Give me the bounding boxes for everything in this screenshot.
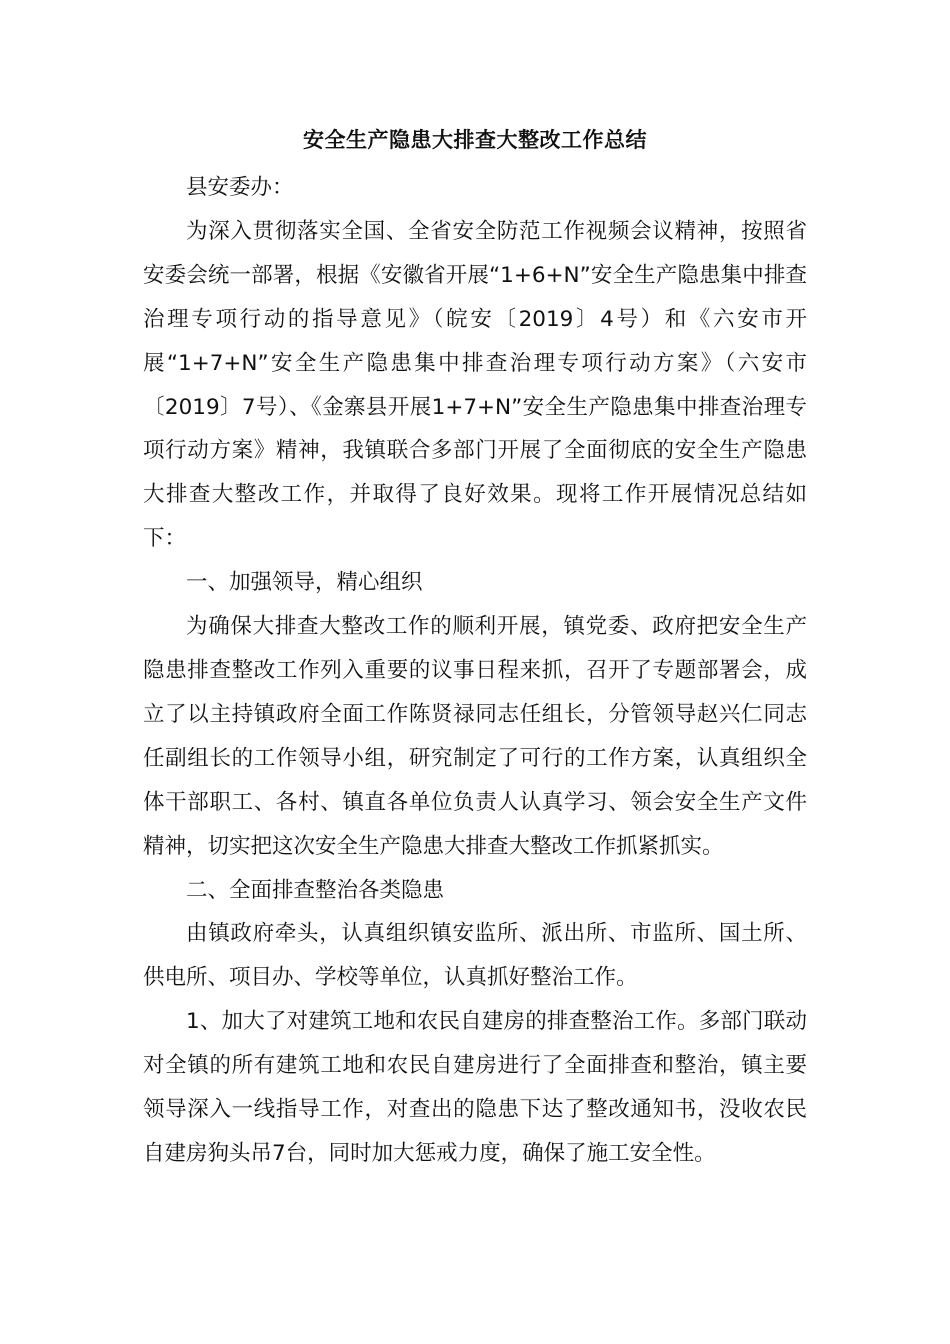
section-heading-1: 一、加强领导，精心组织 xyxy=(186,570,423,596)
item-1-paragraph: 1、加大了对建筑工地和农民自建房的排查整治工作。多部门联动对全镇的所有建筑工地和农民自建房进行了全面排查和整治，镇主要领导深入一线指导工作，对查出的隐患下达了整改通知书，没收农民自建房狗头吊7台，同时加大惩戒力度，确保了施工安全性。 xyxy=(143,1009,807,1166)
document-body xyxy=(143,166,807,1176)
section-heading-2: 二、全面排查整治各类隐患 xyxy=(186,877,445,903)
intro-paragraph: 为深入贯彻落实全国、全省安全防范工作视频会议精神，按照省安委会统一部署，根据《安徽省开展“1+6+N”安全生产隐患集中排查治理专项行动的指导意见》（皖安〔2019〕4号）和《六安市开展“1+7+N”安全生产隐患集中排查治理专项行动方案》（六安市〔2019〕7号）、《金寨县开展1+7+N”安全生产隐患集中排查治理专项行动方案》精神，我镇联合多部门开展了全面彻底的安全生产隐患大排查大整改工作，并取得了良好效果。现将工作开展情况总结如下： xyxy=(143,218,807,552)
addressee-line: 县安委办： xyxy=(186,175,294,200)
section-2-paragraph: 由镇政府牵头，认真组织镇安监所、派出所、市监所、国土所、供电所、项目办、学校等单位，认真抓好整治工作。 xyxy=(143,921,807,991)
section-1-paragraph: 为确保大排查大整改工作的顺利开展，镇党委、政府把安全生产隐患排查整改工作列入重要的议事日程来抓，召开了专题部署会，成立了以主持镇政府全面工作陈贤禄同志任组长，分管领导赵兴仁同志任副组长的工作领导小组，研究制定了可行的工作方案，认真组织全体干部职工、各村、镇直各单位负责人认真学习、领会安全生产文件精神，切实把这次安全生产隐患大排查大整改工作抓紧抓实。 xyxy=(143,614,807,859)
document-title: 安全生产隐患大排查大整改工作总结 xyxy=(303,128,647,152)
